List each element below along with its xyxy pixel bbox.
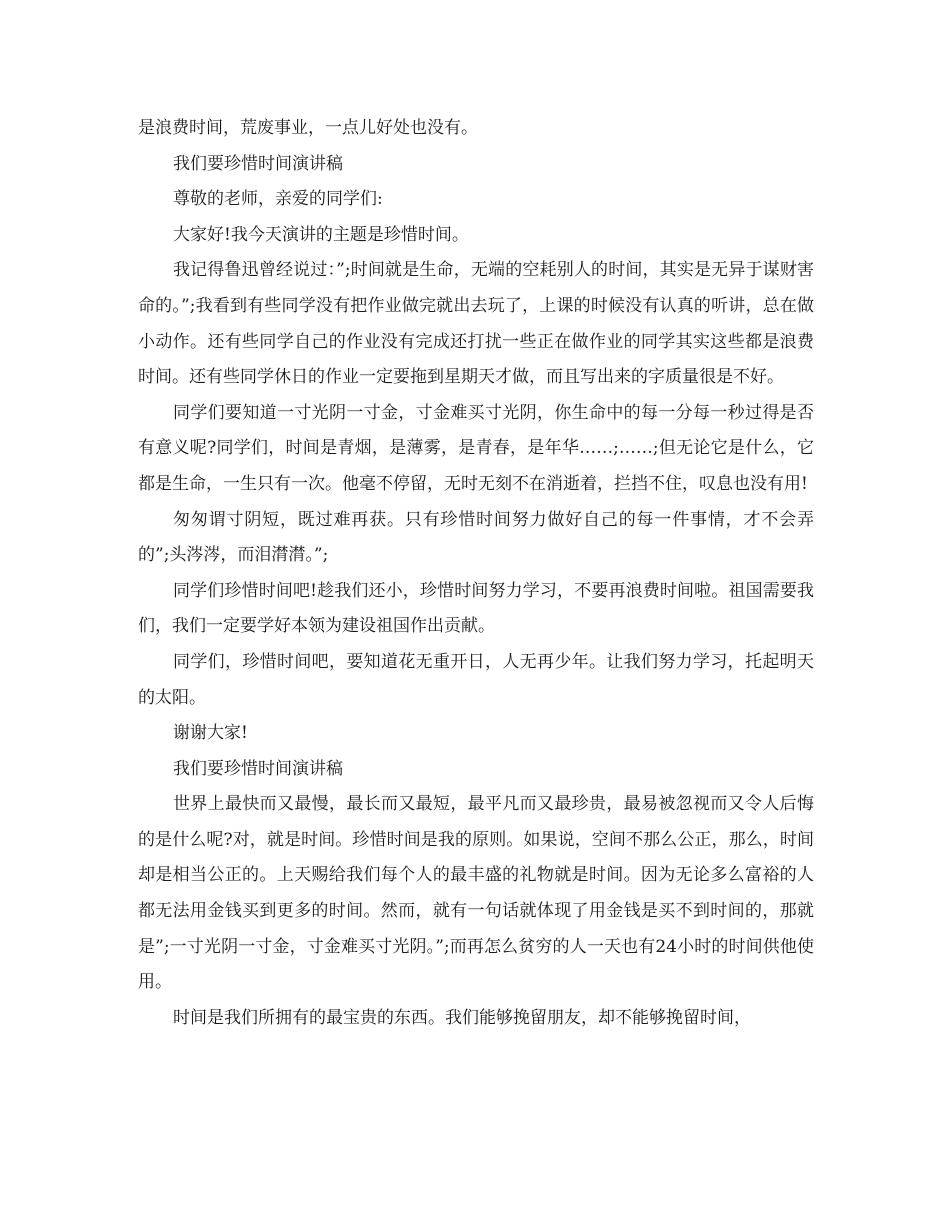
paragraph: 同学们，珍惜时间吧，要知道花无重开日，人无再少年。让我们努力学习，托起明天的太阳。	[138, 651, 814, 708]
paragraph: 同学们要知道一寸光阴一寸金，寸金难买寸光阴，你生命中的每一分每一秒过得是否有意义呢?同学们，时间是青烟，是薄雾，是青春，是年华……;……;但无论它是什么，它都是生命，一生只有一次。他毫不停留，无时无刻不在消逝着，拦挡不住，叹息也没有用!	[138, 402, 814, 494]
paragraph: 我记得鲁迅曾经说过：”;时间就是生命，无端的空耗别人的时间，其实是无异于谋财害命的。”;我看到有些同学没有把作业做完就出去玩了，上课的时候没有认真的听讲，总在做小动作。还有些同学自己的作业没有完成还打扰一些正在做作业的同学其实这些都是浪费时间。还有些同学休日的作业一定要拖到星期天才做，而且写出来的字质量很是不好。	[138, 260, 814, 388]
paragraph: 匆匆谓寸阴短，既过难再获。只有珍惜时间努力做好自己的每一件事情，才不会弄的”;头涔涔，而泪潸潸。”;	[138, 509, 814, 566]
paragraph: 同学们珍惜时间吧!趁我们还小，珍惜时间努力学习，不要再浪费时间啦。祖国需要我们，我们一定要学好本领为建设祖国作出贡献。	[138, 580, 814, 637]
speech-title: 我们要珍惜时间演讲稿	[173, 153, 343, 174]
paragraph: 时间是我们所拥有的最宝贵的东西。我们能够挽留朋友，却不能够挽留时间，	[173, 1007, 751, 1028]
paragraph: 世界上最快而又最慢，最长而又最短，最平凡而又最珍贵，最易被忽视而又令人后悔的是什么呢?对，就是时间。珍惜时间是我的原则。如果说，空间不那么公正，那么，时间却是相当公正的。上天赐给我们每个人的最丰盛的礼物就是时间。因为无论多么富裕的人都无法用金钱买到更多的时间。然而，就有一句话就体现了用金钱是买不到时间的，那就是”;一寸光阴一寸金，寸金难买寸光阴。”;而再怎么贫穷的人一天也有24小时的时间供他使用。	[138, 794, 814, 993]
paragraph: 是浪费时间，荒废事业，一点儿好处也没有。	[138, 118, 478, 138]
speech-title: 我们要珍惜时间演讲稿	[173, 758, 343, 779]
document-page	[138, 111, 814, 1036]
paragraph: 大家好!我今天演讲的主题是珍惜时间。	[173, 224, 469, 245]
salutation: 尊敬的老师，亲爱的同学们:	[173, 189, 383, 210]
closing-line: 谢谢大家!	[173, 723, 248, 744]
